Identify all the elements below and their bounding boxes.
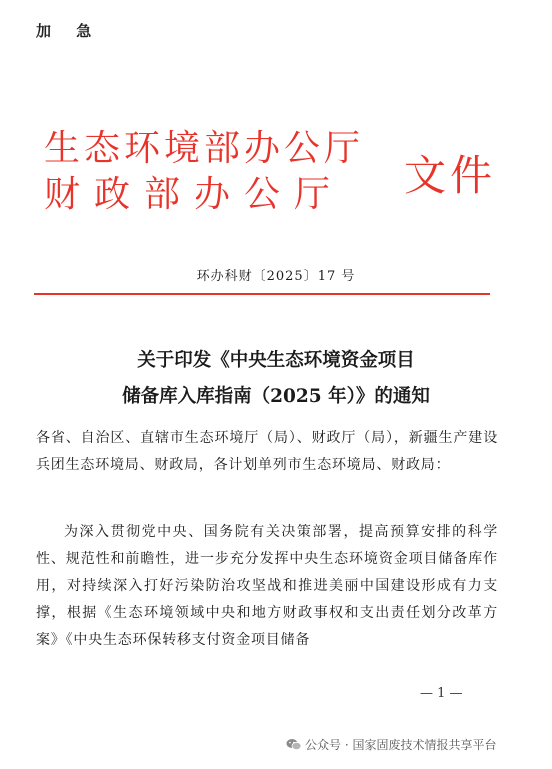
title-line-2: 储备库入库指南（2025 年）》的通知 (122, 386, 430, 407)
page-number: — 1 — (420, 686, 463, 701)
wechat-icon (286, 738, 302, 754)
document-word: 文件 (404, 151, 497, 200)
body-paragraph: 为深入贯彻党中央、国务院有关决策部署，提高预算安排的科学性、规范性和前瞻性，进一步充分发挥中央生态环境资金项目储备库作用，对持续深入打好污染防治攻坚战和推进美丽中国建设形成有力支撑，根据《生态环境领域中央和地方财政事权和支出责任划分改革方案》《中央生态环保转移支付资金项目储备 (36, 524, 498, 648)
issuer-name-2: 财政部办公厅 (44, 174, 345, 215)
red-divider (34, 293, 490, 295)
document-number: 环办科财〔2025〕17 号 (196, 269, 356, 284)
recipients-text: 各省、自治区、直辖市生态环境厅（局）、财政厅（局），新疆生产建设兵团生态环境局、财政局，各计划单列市生态环境局、财政局： (36, 430, 498, 473)
watermark-text: 公众号 · 国家固废技术情报共享平台 (305, 738, 497, 752)
issuer-name-1: 生态环境部办公厅 (44, 128, 365, 169)
watermark (286, 736, 496, 754)
urgency-label: 加 急 (36, 22, 102, 40)
title-line-1: 关于印发《中央生态环境资金项目 (137, 350, 415, 371)
